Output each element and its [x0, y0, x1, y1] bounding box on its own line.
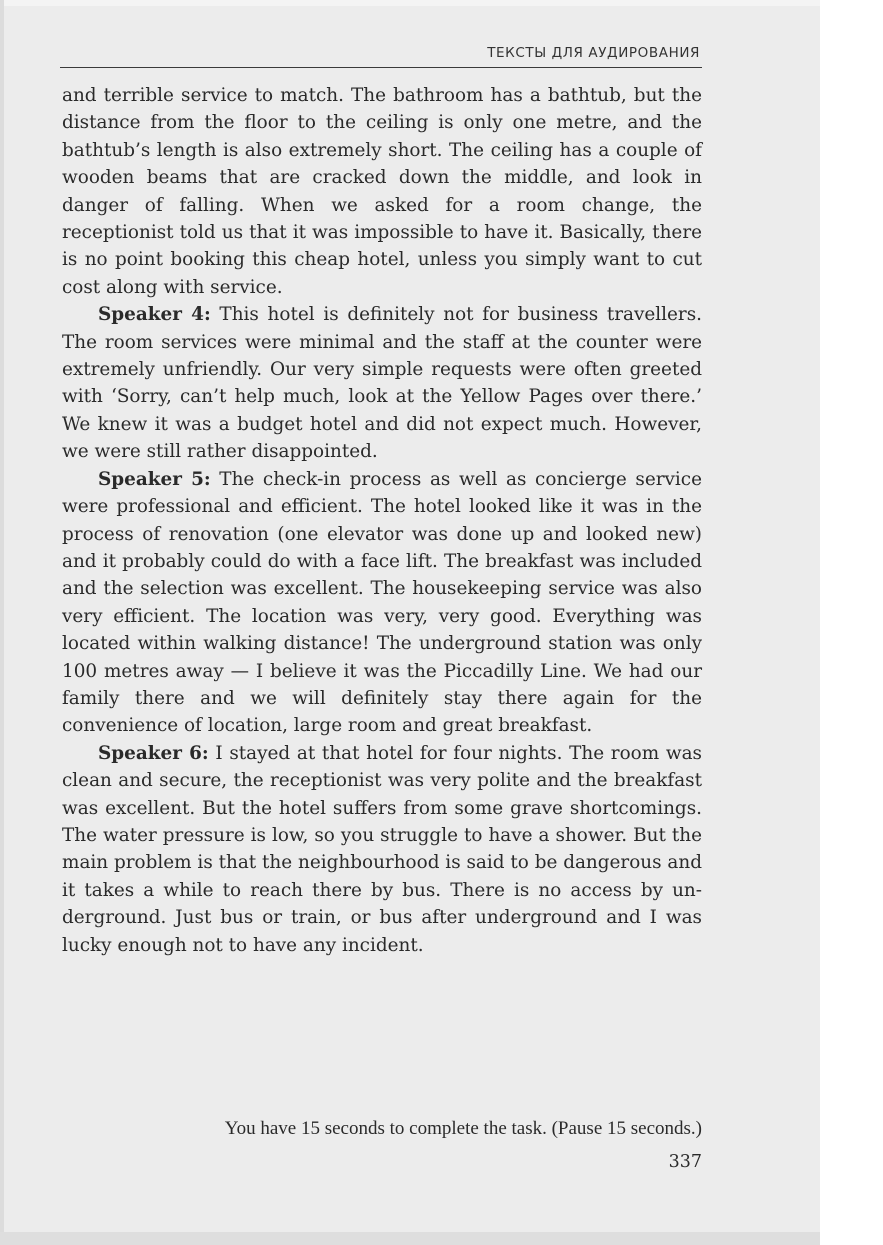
page-number: 337: [668, 1152, 702, 1172]
running-head: ТЕКСТЫ ДЛЯ АУДИРОВАНИЯ: [487, 45, 700, 61]
paragraph-speaker-5: [62, 466, 702, 740]
scan-margin: [820, 0, 883, 1245]
header-rule: [60, 67, 702, 68]
paragraph-continuation: and terrible service to match. The bathroom has a bathtub, but the distance from the floor to the ceiling is only one metre, and the bathtub’s length is also extremely short. The ceiling has a couple of wooden beams that are cracked down the middle, and look in danger of falling. When we asked for a room change, the receptionist told us that it was impossible to have it. Basically, there is no point booking this cheap hotel, unless you simply want to cut cost along with service.: [62, 85, 702, 298]
speaker-5-text: The check-in process as well as concierge service were professional and efficient. The hotel looked like it was in the process of renovation (one elevator was done up and looked new) and it probably could do with a face lift. The breakfast was included and the selection was excellent. The housekeeping service was also very efficient. The location was very, very good. Everything was located within walking distance! The underground station was only 100 metres away — I believe it was the Piccadilly Line. We had our family there and we will definitely stay there again for the convenience of location, large room and great breakfast.: [62, 468, 702, 737]
page-top-edge: [0, 0, 820, 6]
speaker-5-label: Speaker 5:: [98, 468, 211, 490]
speaker-4-label: Speaker 4:: [98, 304, 211, 326]
page-bottom-edge: [0, 1232, 820, 1245]
speaker-6-text: I stayed at that hotel for four nights. The room was clean and secure, the receptionist was very polite and the breakfast was excellent. But the hotel suffers from some grave shortcomings. The water pressure is low, so you struggle to have a shower. But the main problem is that the neighbourhood is said to be dangerous and it takes a while to reach there by bus. There is no access by underground. Just bus or train, or bus after underground and I was lucky enough not to have any incident.: [62, 742, 702, 956]
task-instruction: You have 15 seconds to complete the task. (Pause 15 seconds.): [224, 1118, 702, 1139]
page-left-edge: [0, 0, 4, 1245]
speaker-4-text: This hotel is definitely not for business travellers. The room services were minimal and the staff at the counter were extremely unfriendly. Our very simple requests were often greeted with ‘Sorry, can’t help much, look at the Yellow Pages over there.’ We knew it was a budget hotel and did not expect much. However, we were still rather disappointed.: [62, 304, 702, 463]
paragraph-speaker-6: [62, 740, 702, 959]
transcript-text: [62, 82, 702, 959]
paragraph-speaker-4: [62, 301, 702, 465]
speaker-6-label: Speaker 6:: [98, 742, 209, 764]
